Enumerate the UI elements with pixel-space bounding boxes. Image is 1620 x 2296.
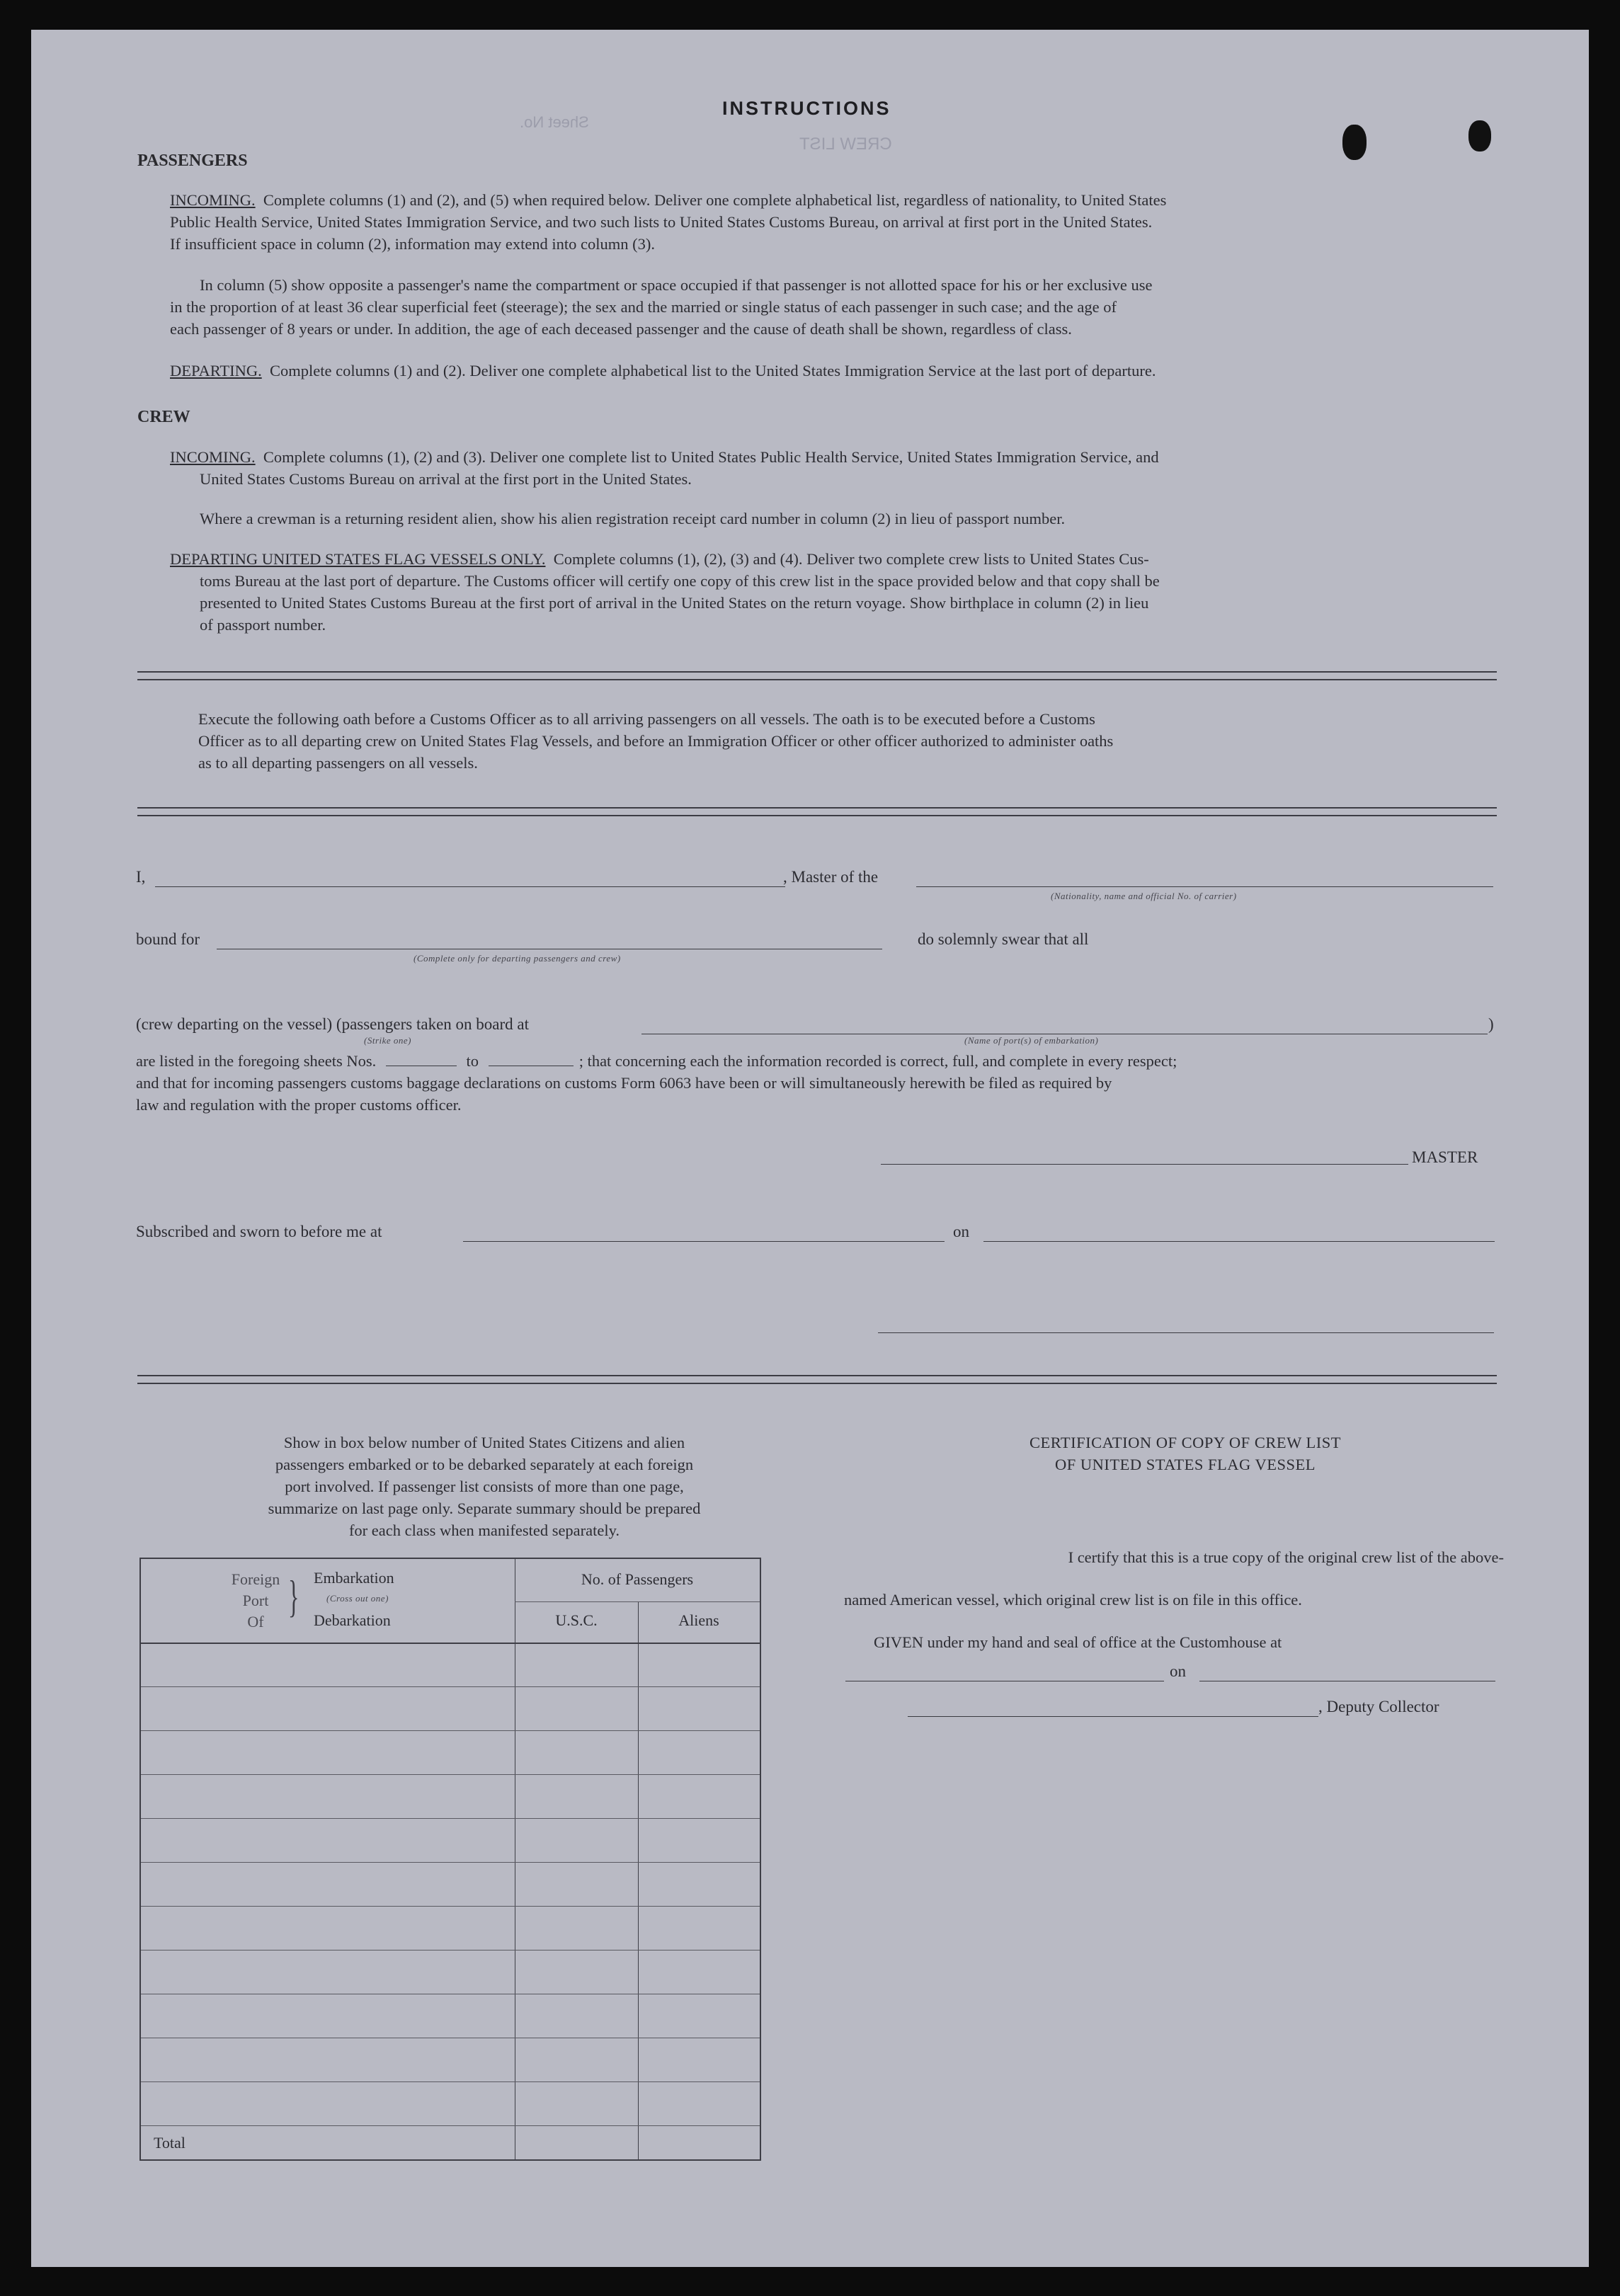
no-of-passengers-header: No. of Passengers xyxy=(581,1570,694,1588)
carrier-caption: (Nationality, name and official No. of carrier) xyxy=(1051,891,1237,901)
table-row-rule xyxy=(141,1906,760,1907)
ports-caption: (Name of port(s) of embarkation) xyxy=(964,1035,1099,1046)
strike-one-caption: (Strike one) xyxy=(364,1035,412,1046)
text-line: In column (5) show opposite a passenger's name the compartment or space occupied if that passenger is not allotted space for his or her exclusive use xyxy=(200,276,1153,294)
text-line: If insufficient space in column (2), information may extend into column (3). xyxy=(170,235,656,253)
bleed-through-sheet-no: Sheet No. xyxy=(520,113,589,131)
usc-header: U.S.C. xyxy=(555,1611,598,1629)
crew-heading: CREW xyxy=(137,408,190,426)
sheets-block xyxy=(136,1050,1502,1116)
text-line: OF UNITED STATES FLAG VESSEL xyxy=(1054,1456,1316,1473)
passengers-departing-block xyxy=(170,360,1501,382)
double-rule xyxy=(137,671,1497,680)
text-line: as to all departing passengers on all vessels. xyxy=(198,754,478,772)
departing-label: DEPARTING. xyxy=(170,362,262,379)
text-line: and that for incoming passengers customs baggage declarations on customs Form 6063 have been or will simultaneously herewith be filed as required by xyxy=(136,1074,1112,1092)
close-paren: ) xyxy=(1488,1015,1494,1033)
text-line: Public Health Service, United States Immigration Service, and two such lists to United States Customs Bureau, on arrival at first port in the United States. xyxy=(170,213,1153,231)
certification-line1: I certify that this is a true copy of the original crew list of the above- xyxy=(1068,1548,1504,1566)
officer-signature-field[interactable] xyxy=(878,1332,1494,1333)
deputy-collector-label: , Deputy Collector xyxy=(1318,1698,1439,1715)
brace-icon: } xyxy=(288,1571,300,1621)
table-row-rule xyxy=(141,1950,760,1951)
text-line: toms Bureau at the last port of departure. The Customs officer will certify one copy of this crew list in the space provided below and that copy shall be xyxy=(200,572,1160,590)
passengers-heading: PASSENGERS xyxy=(137,152,248,170)
table-row-rule xyxy=(141,1862,760,1863)
double-rule xyxy=(137,1375,1497,1384)
crew-alien-block xyxy=(200,508,1502,530)
bleed-through-crew-list: CREW LIST xyxy=(799,135,892,154)
master-signature-field[interactable] xyxy=(881,1164,1408,1165)
form-page xyxy=(31,30,1589,2267)
table-row-rule xyxy=(141,1774,760,1775)
sworn-date-field[interactable] xyxy=(983,1241,1495,1242)
summary-instructions xyxy=(173,1432,796,1541)
passenger-summary-table xyxy=(139,1558,761,2161)
aliens-header: Aliens xyxy=(678,1611,719,1629)
deputy-signature-field[interactable] xyxy=(908,1716,1318,1717)
master-label: MASTER xyxy=(1412,1148,1478,1166)
cross-out-caption: (Cross out one) xyxy=(326,1593,389,1604)
text-line: for each class when manifested separately. xyxy=(348,1521,620,1539)
oath-instructions xyxy=(198,708,1444,774)
table-row-rule xyxy=(141,2081,760,2082)
text-line: in the proportion of at least 36 clear superficial feet (steerage); the sex and the married or single status of each passenger in such case; and the age of xyxy=(170,298,1117,316)
bound-for-label: bound for xyxy=(136,930,200,948)
text-line: presented to United States Customs Bureau at the first port of arrival in the United States on the return voyage. Show birthplace in column (2) in lieu xyxy=(200,594,1149,612)
bound-for-caption: (Complete only for departing passengers and crew) xyxy=(413,953,621,964)
embarkation-label: Embarkation xyxy=(314,1569,394,1587)
table-row-rule xyxy=(141,1686,760,1687)
total-label: Total xyxy=(154,2134,186,2152)
cert-on-label: on xyxy=(1170,1662,1186,1680)
crew-departing-label: DEPARTING UNITED STATES FLAG VESSELS ONLY. xyxy=(170,550,546,568)
crew-departing-block xyxy=(170,548,1502,636)
ink-blot xyxy=(1342,125,1367,160)
listed-a: are listed in the foregoing sheets Nos. xyxy=(136,1052,377,1070)
header-line: Foreign xyxy=(231,1570,280,1588)
text-line: Execute the following oath before a Customs Officer as to all arriving passengers on all vessels. The oath is to be executed before a Customs xyxy=(198,710,1095,728)
text-line: law and regulation with the proper customs officer. xyxy=(136,1096,462,1114)
debarkation-label: Debarkation xyxy=(314,1611,391,1629)
certification-title xyxy=(867,1432,1504,1475)
table-divider xyxy=(515,1601,760,1602)
crew-incoming-block xyxy=(170,446,1501,490)
master-of-label: , Master of the xyxy=(783,868,879,886)
passengers-incoming-block xyxy=(170,189,1501,255)
text-line: each passenger of 8 years or under. In addition, the age of each deceased passenger and the cause of death shall be shown, regardless of class. xyxy=(170,320,1072,338)
text-line: Show in box below number of United States Citizens and alien xyxy=(283,1434,685,1451)
table-row-rule xyxy=(141,1818,760,1819)
text-line: port involved. If passenger list consists of more than one page, xyxy=(285,1478,684,1495)
text-line: United States Customs Bureau on arrival at the first port in the United States. xyxy=(200,470,692,488)
text-line: Complete columns (1), (2), (3) and (4). Deliver two complete crew lists to United States Cus- xyxy=(553,550,1149,568)
text-line: summarize on last page only. Separate summary should be prepared xyxy=(268,1500,701,1517)
listed-to: to xyxy=(466,1052,479,1070)
foreign-port-of-header xyxy=(220,1569,291,1633)
on-label: on xyxy=(953,1223,969,1240)
text-line: Complete columns (1) and (2), and (5) when required below. Deliver one complete alphabetical list, regardless of nationality, to United States xyxy=(263,191,1167,209)
table-row-rule xyxy=(141,2125,760,2126)
text-line: Complete columns (1) and (2). Deliver one complete alphabetical list to the United States Immigration Service at the last port of departure. xyxy=(269,362,1156,379)
passengers-column5-block xyxy=(170,274,1502,340)
text-line: Complete columns (1), (2) and (3). Deliver one complete list to United States Public Health Service, United States Immigration Service, and xyxy=(263,448,1159,466)
text-line: Where a crewman is a returning resident alien, show his alien registration receipt card number in column (2) in lieu of passport number. xyxy=(200,510,1066,527)
crew-departing-passengers-label: (crew departing on the vessel) (passengers taken on board at xyxy=(136,1015,529,1033)
sworn-place-field[interactable] xyxy=(463,1241,945,1242)
incoming-label: INCOMING. xyxy=(170,191,256,209)
text-line: Officer as to all departing crew on United States Flag Vessels, and before an Immigration Officer or other officer authorized to administer oaths xyxy=(198,732,1114,750)
carrier-field[interactable] xyxy=(916,886,1493,887)
ink-blot xyxy=(1468,120,1491,152)
text-line: passengers embarked or to be debarked separately at each foreign xyxy=(275,1456,694,1473)
master-name-field[interactable] xyxy=(155,886,785,887)
page-title: INSTRUCTIONS xyxy=(722,98,891,119)
crew-incoming-label: INCOMING. xyxy=(170,448,256,466)
listed-b: ; that concerning each the information recorded is correct, full, and complete in every respect; xyxy=(578,1052,1177,1070)
table-header-rule xyxy=(141,1643,760,1644)
text-line: CERTIFICATION OF COPY OF CREW LIST xyxy=(1029,1434,1342,1451)
table-row-rule xyxy=(141,1730,760,1731)
text-line: of passport number. xyxy=(200,616,326,634)
header-line: Of xyxy=(247,1613,264,1630)
certification-line2: named American vessel, which original crew list is on file in this office. xyxy=(844,1591,1302,1609)
oath-i-label: I, xyxy=(136,868,146,886)
certification-line3: GIVEN under my hand and seal of office at the Customhouse at xyxy=(874,1633,1282,1651)
swear-label: do solemnly swear that all xyxy=(918,930,1089,948)
header-line: Port xyxy=(242,1592,269,1609)
double-rule xyxy=(137,807,1497,816)
table-divider xyxy=(638,1601,639,2159)
subscribed-label: Subscribed and sworn to before me at xyxy=(136,1223,382,1240)
